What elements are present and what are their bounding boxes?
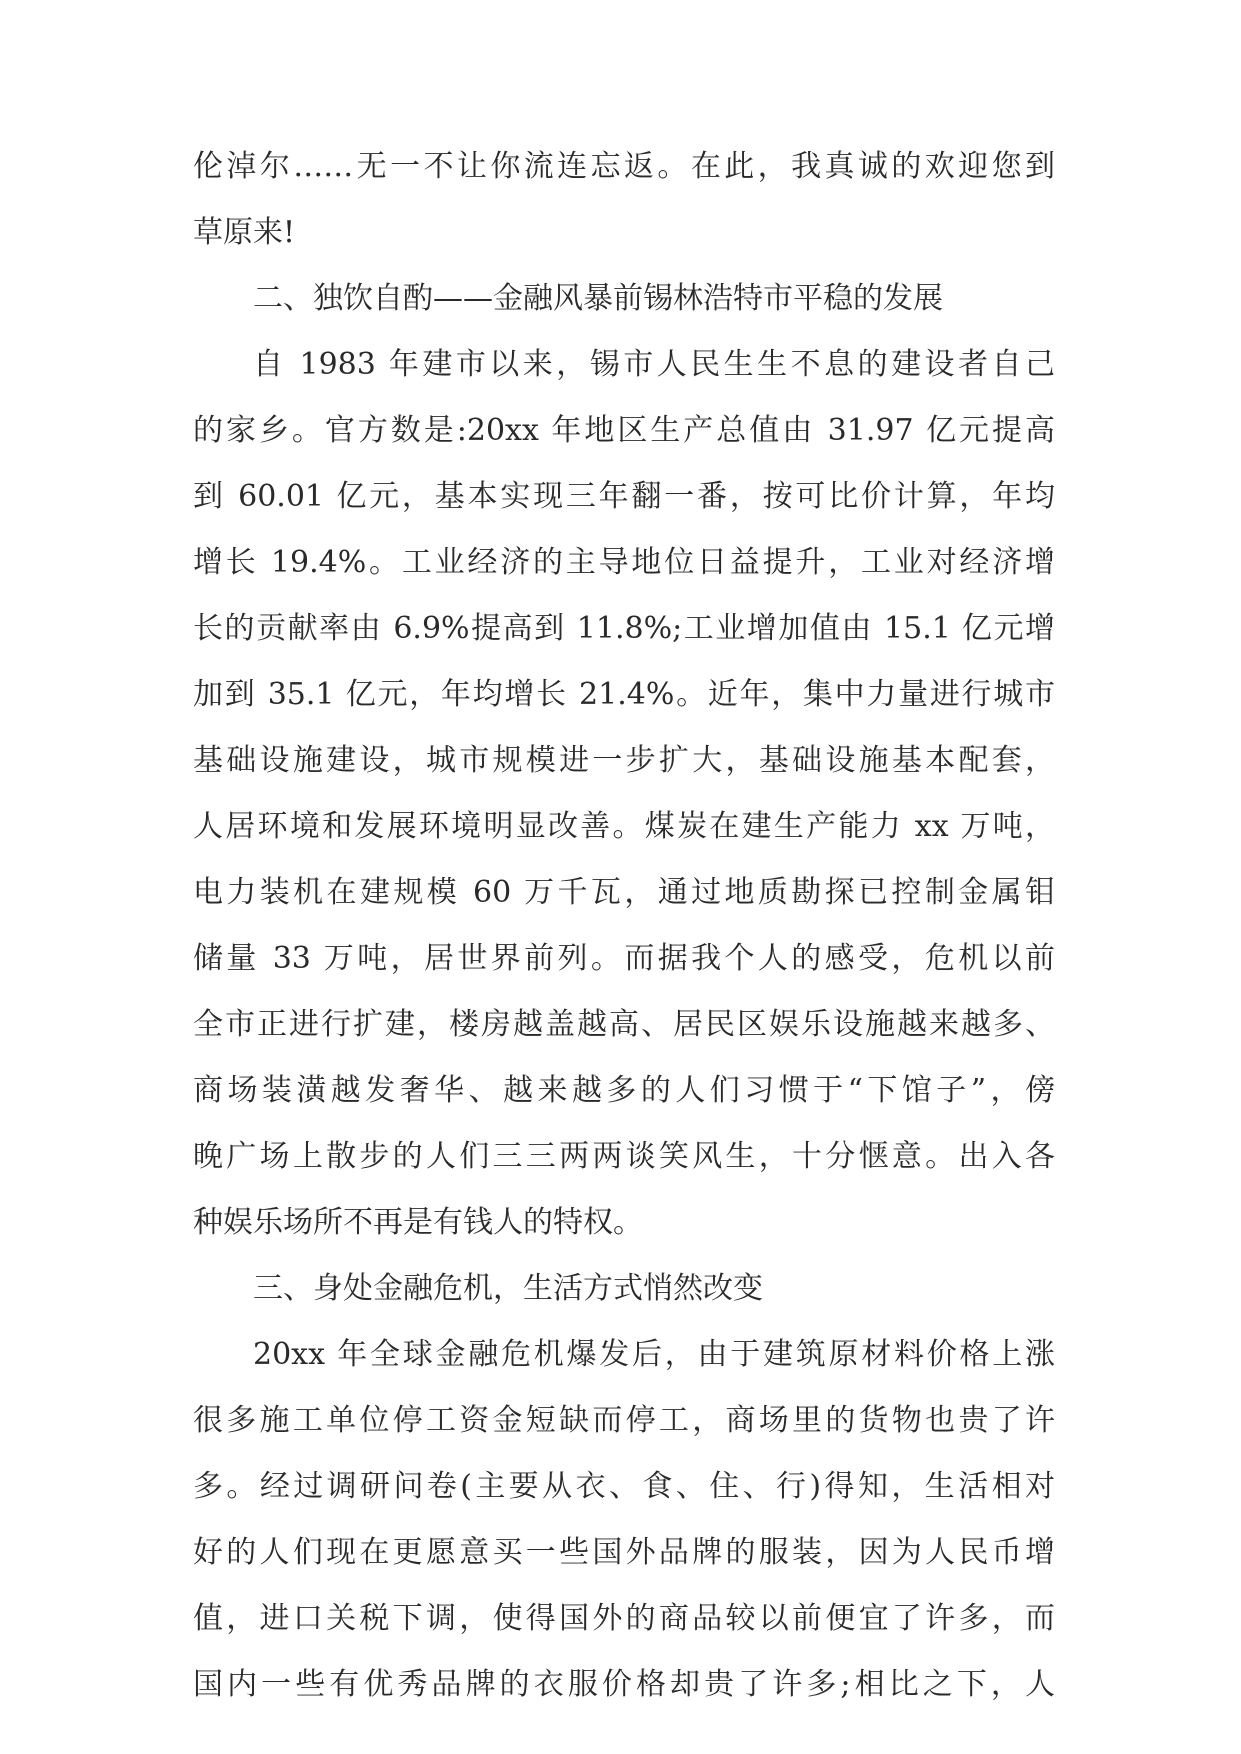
text-line: 值，进口关税下调，使得国外的商品较以前便宜了许多，而 (193, 1601, 1055, 1636)
text-line: 增长 19.4%。工业经济的主导地位日益提升，工业对经济增 (193, 545, 1055, 580)
text-line: 到 60.01 亿元，基本实现三年翻一番，按可比价计算，年均 (193, 479, 1055, 514)
section-heading: 二、独饮自酌——金融风暴前锡林浩特市平稳的发展 (253, 281, 943, 316)
text-line: 长的贡献率由 6.9%提高到 11.8%;工业增加值由 15.1 亿元增 (193, 611, 1055, 646)
text-line: 草原来! (193, 215, 296, 250)
text-line: 全市正进行扩建，楼房越盖越高、居民区娱乐设施越来越多、 (193, 1007, 1055, 1042)
text-line: 储量 33 万吨，居世界前列。而据我个人的感受，危机以前 (193, 941, 1055, 976)
text-line: 种娱乐场所不再是有钱人的特权。 (193, 1205, 643, 1240)
text-line: 好的人们现在更愿意买一些国外品牌的服装，因为人民币增 (193, 1535, 1055, 1570)
text-line: 自 1983 年建市以来，锡市人民生生不息的建设者自己 (253, 347, 1055, 382)
text-line: 20xx 年全球金融危机爆发后，由于建筑原材料价格上涨 (253, 1337, 1055, 1372)
text-line: 很多施工单位停工资金短缺而停工，商场里的货物也贵了许 (193, 1403, 1055, 1438)
text-line: 多。经过调研问卷(主要从衣、食、住、行)得知，生活相对 (193, 1469, 1055, 1504)
text-line: 商场装潢越发奢华、越来越多的人们习惯于“下馆子”，傍 (193, 1073, 1055, 1108)
text-line: 人居环境和发展环境明显改善。煤炭在建生产能力 xx 万吨， (193, 809, 1055, 844)
text-line: 的家乡。官方数是:20xx 年地区生产总值由 31.97 亿元提高 (193, 413, 1055, 448)
text-line: 加到 35.1 亿元，年均增长 21.4%。近年，集中力量进行城市 (193, 677, 1055, 712)
text-line: 晚广场上散步的人们三三两两谈笑风生，十分惬意。出入各 (193, 1139, 1055, 1174)
text-line: 国内一些有优秀品牌的衣服价格却贵了许多;相比之下，人 (193, 1667, 1055, 1702)
text-line: 伦淖尔……无一不让你流连忘返。在此，我真诚的欢迎您到 (193, 149, 1055, 184)
section-heading: 三、身处金融危机，生活方式悄然改变 (253, 1271, 763, 1306)
text-line: 基础设施建设，城市规模进一步扩大，基础设施基本配套， (193, 743, 1055, 778)
text-line: 电力装机在建规模 60 万千瓦，通过地质勘探已控制金属钼 (193, 875, 1055, 910)
